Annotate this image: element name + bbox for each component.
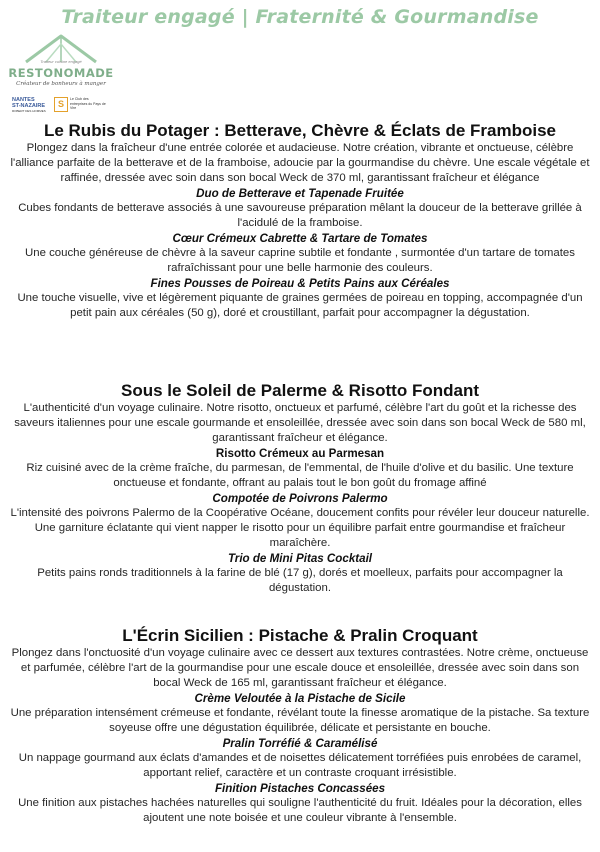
component-name: Risotto Crémeux au Parmesan <box>215 447 385 460</box>
dish-title: Sous le Soleil de Palerme & Risotto Fondant <box>120 381 479 400</box>
menu-section-main <box>0 381 600 596</box>
component-name: Pralin Torréfié & Caramélisé <box>222 737 378 750</box>
component-desc: Une finition aux pistaches hachées naturelles qui souligne l'authenticité du fruit. Idéales pour la décoration, elles ajoutent une note boisée et une couleur vibrante à l'ensemble. <box>18 797 582 824</box>
menu-section-dessert <box>0 626 600 826</box>
partner-b-text: Le Club des entreprises du Pays de Vire <box>70 97 106 110</box>
dish-intro: Plongez dans la fraîcheur d'une entrée colorée et audacieuse. Notre création, vibrante et onctueuse, célèbre l'alliance parfaite de la betterave et de la framboise, adoucie par la gourmandise du chèvre. Une escale végétale et raffinée, dressée avec soin dans son bocal Weck de 370 ml, garantissant fraîcheur et élégance <box>10 142 590 184</box>
component-desc: Petits pains ronds traditionnels à la farine de blé (17 g), dorés et moelleux, parfaits pour accompagner la dégustation. <box>37 567 563 594</box>
component-desc: Une touche visuelle, vive et légèrement piquante de graines germées de poireau en topping, accompagnée d'un petit pain aux céréales (50 g), doré et croustillant, parfait pour accompagner la dégustation. <box>17 292 583 319</box>
dish-intro: L'authenticité d'un voyage culinaire. Notre risotto, onctueux et parfumé, célèbre l'art du goût et la richesse des saveurs italiennes pour une escale gourmande et ensoleillée, dressée avec soin dans son bocal Weck de 580 ml, garantissant fraîcheur et élégance. <box>14 402 586 444</box>
component-name: Finition Pistaches Concassées <box>214 782 386 795</box>
partner-a-line3: ROBERT DES HOMMES <box>12 109 46 113</box>
partner-logo-nantes <box>10 96 48 116</box>
component-name: Trio de Mini Pitas Cocktail <box>227 552 373 565</box>
component-desc: Une préparation intensément crémeuse et fondante, révélant toute la finesse aromatique de la pistache. Sa texture soyeuse offre une dégustation équilibrée, délicate et persistante en bouche. <box>10 707 590 734</box>
partner-a-line1: NANTES <box>12 97 35 103</box>
component-name: Compotée de Poivrons Palermo <box>212 492 388 505</box>
logo-brand-name: RESTONOMADE <box>8 66 114 80</box>
component-desc: Riz cuisiné avec de la crème fraîche, du parmesan, de l'emmental, de l'huile d'olive et du basilic. Une texture onctueuse et fondante, offrant au palais tout le bon goût du fromage affiné <box>26 462 574 489</box>
component-name: Crème Veloutée à la Pistache de Sicile <box>194 692 406 705</box>
club-badge-icon: S <box>54 97 68 112</box>
dish-title: L'Écrin Sicilien : Pistache & Pralin Croquant <box>122 626 478 645</box>
component-name: Duo de Betterave et Tapenade Fruitée <box>196 187 404 200</box>
partner-a-line2: ST-NAZAIRE <box>12 103 45 109</box>
logo-tagline: Créateur de bonheurs à manger <box>16 81 106 87</box>
component-name: Cœur Crémeux Cabrette & Tartare de Tomates <box>172 232 428 245</box>
logo-small-tagline: Traiteur cuisine engagé <box>40 59 82 64</box>
component-desc: Un nappage gourmand aux éclats d'amandes et de noisettes délicatement torréfiées puis enrobées de caramel, apportant relief, caractère et un contraste croquant irrésistible. <box>18 752 582 779</box>
menu-section-starter <box>0 121 600 321</box>
partner-logo-club <box>54 96 106 116</box>
dish-title: Le Rubis du Potager : Betterave, Chèvre & Éclats de Framboise <box>43 121 557 140</box>
dish-intro: Plongez dans l'onctuosité d'un voyage culinaire avec ce dessert aux textures contrastées. Notre crème, onctueuse et parfumée, célèbre l'art de la gourmandise pour une escale douce et ensoleillée, dressée avec soin dans son bocal Weck de 165 ml, garantissant fraîcheur et élégance. <box>11 647 589 689</box>
page-title: Traiteur engagé | Fraternité & Gourmandise <box>61 6 539 28</box>
component-desc: L'intensité des poivrons Palermo de la Coopérative Océane, doucement confits pour révéler leur douceur naturelle. Une garniture éclatante qui vient napper le risotto pour un équilibre parfait entre gourmandise et fraîcheur maraîchère. <box>10 507 590 549</box>
component-desc: Une couche généreuse de chèvre à la saveur caprine subtile et fondante , surmontée d'un tartare de tomates rafraîchissant pour une belle harmonie des couleurs. <box>25 247 575 274</box>
restonomade-logo <box>8 32 118 102</box>
component-name: Fines Pousses de Poireau & Petits Pains aux Céréales <box>150 277 450 290</box>
partner-logos <box>10 96 120 118</box>
component-desc: Cubes fondants de betterave associés à une savoureuse préparation mêlant la douceur de la betterave grillée à l'acidulé de la framboise. <box>18 202 582 229</box>
